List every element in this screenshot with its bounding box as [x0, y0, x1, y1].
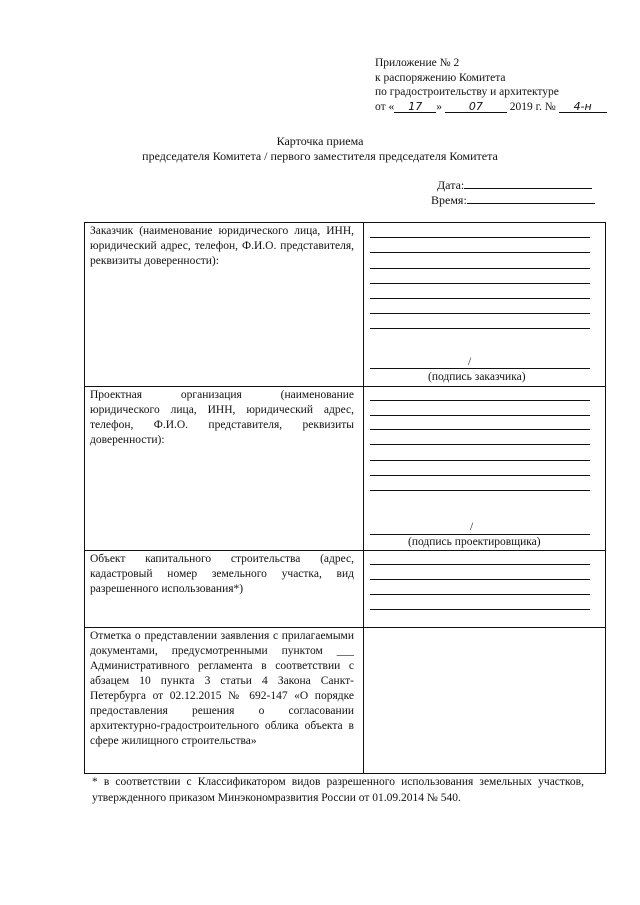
customer-line [370, 268, 590, 269]
design-org-label: Проектная организация (наименование юридического лица, ИНН, юридический адрес, телефон, Ф.И.О. представителя, реквизиты доверенности): [90, 389, 354, 446]
date-field [437, 177, 592, 192]
customer-line [370, 328, 590, 329]
date-year: 2019 г. № [509, 100, 556, 113]
customer-line [370, 237, 590, 238]
design-org-signature-line [370, 534, 590, 535]
design-org-line [370, 460, 590, 461]
object-label: Объект капитального строительства (адрес, кадастровый номер земельного участка, вид разрешенного использования*) [90, 553, 354, 595]
appendix-number: Приложение № 2 [375, 57, 460, 69]
appendix-line-3: по градостроительству и архитектуре [375, 86, 559, 98]
design-org-line [370, 429, 590, 430]
appendix-line-2: к распоряжению Комитета [375, 71, 506, 84]
design-org-line [370, 400, 590, 401]
customer-line [370, 252, 590, 253]
row-divider-3 [85, 627, 605, 628]
date-prefix: от « [375, 100, 395, 113]
date-mid: » [436, 100, 442, 113]
customer-line [370, 313, 590, 314]
customer-signature-caption: (подпись заказчика) [428, 371, 526, 383]
row-divider-1 [85, 386, 605, 387]
design-org-signature-caption: (подпись проектировщика) [408, 536, 541, 548]
object-line [370, 609, 590, 610]
handwritten-month: 07 [445, 101, 507, 113]
reception-table [84, 222, 606, 774]
handwritten-day: 17 [394, 101, 436, 113]
date-label: Дата: [437, 178, 465, 192]
signature-slash: / [470, 521, 474, 533]
footnote: * в соответствии с Классификатором видов разрешенного использования земельных участков, утвержденного приказом Минэкономразвития России от 01.09.2014 № 540. [92, 776, 584, 804]
customer-line [370, 283, 590, 284]
design-org-line [370, 475, 590, 476]
card-subtitle: председателя Комитета / первого заместителя председателя Комитета [142, 149, 498, 163]
design-org-line [370, 415, 590, 416]
handwritten-number: 4-н [559, 101, 607, 113]
time-label: Время: [431, 193, 467, 207]
signature-slash: / [468, 356, 472, 368]
object-line [370, 564, 590, 565]
customer-line [370, 298, 590, 299]
date-line [464, 177, 592, 189]
design-org-line [370, 444, 590, 445]
customer-label: Заказчик (наименование юридического лица, ИНН, юридический адрес, телефон, Ф.И.О. представителя, реквизиты доверенности): [90, 225, 354, 267]
design-org-line [370, 490, 590, 491]
row-divider-2 [85, 550, 605, 551]
customer-signature-line [370, 368, 590, 369]
card-title: Карточка приема [276, 134, 364, 148]
column-divider [363, 223, 364, 773]
object-line [370, 579, 590, 580]
time-line [467, 192, 595, 204]
time-field [431, 192, 595, 207]
object-line [370, 594, 590, 595]
submission-mark-label: Отметка о представлении заявления с прилагаемыми документами, предусмотренными пунктом ___ Административного регламента в соответствии с абзацем 10 пункта 3 статьи 4 Закона Санкт-Петербурга от 02.12.2015 № 692-147 «О порядке предоставления решения о согласовании архитектурно-градостроительного облика объекта в сфере жилищного строительства» [90, 630, 354, 747]
appendix-date-line [375, 100, 607, 115]
appendix-header [375, 56, 607, 114]
